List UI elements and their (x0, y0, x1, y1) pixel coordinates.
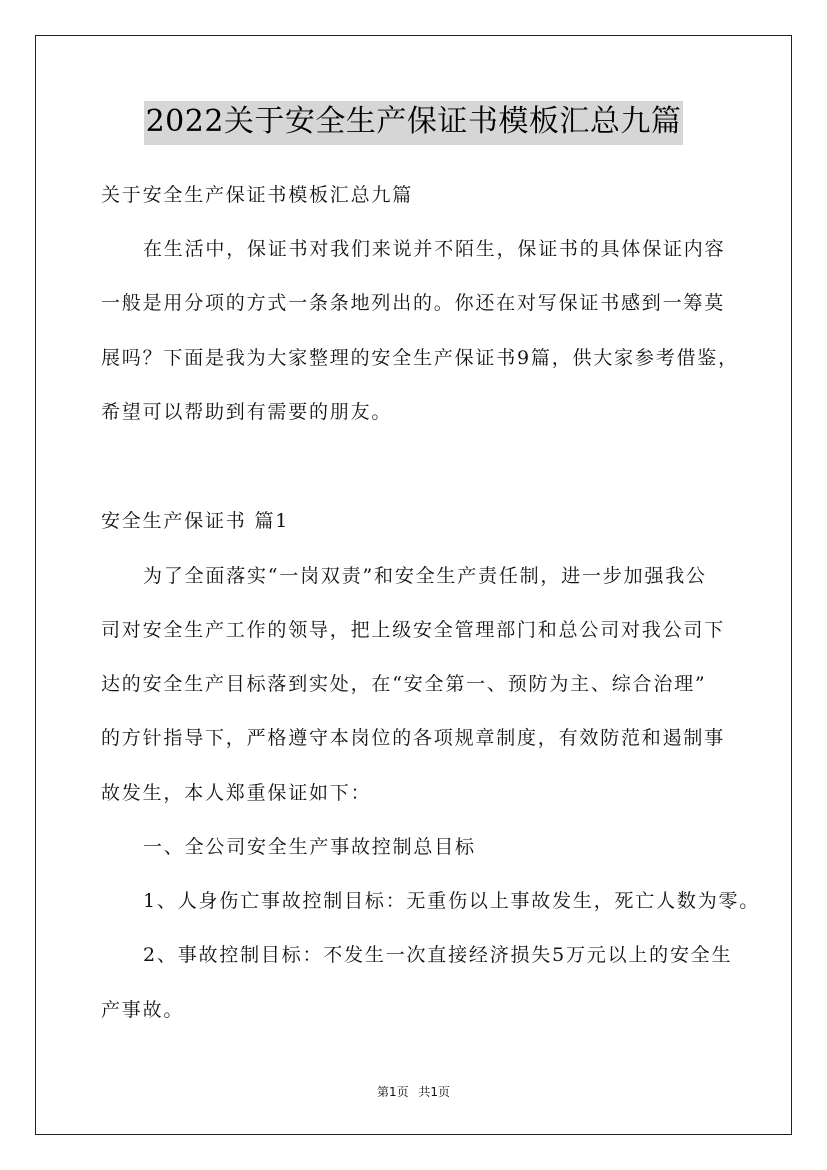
body-line: 2、事故控制目标：不发生一次直接经济损失5万元以上的安全生 (143, 944, 733, 966)
intro-line: 展吗？下面是我为大家整理的安全生产保证书9篇，供大家参考借鉴， (101, 347, 739, 369)
body-line: 司对安全生产工作的领导，把上级安全管理部门和总公司对我公司下 (101, 619, 726, 641)
body-line: 产事故。 (101, 999, 185, 1021)
document-title: 2022关于安全生产保证书模板汇总九篇 (144, 101, 684, 145)
body-line: 故发生，本人郑重保证如下： (101, 782, 372, 804)
intro-line: 一般是用分项的方式一条条地列出的。你还在对写保证书感到一筹莫 (101, 292, 726, 314)
title-container (0, 101, 827, 145)
body-line: 的方针指导下，严格遵守本岗位的各项规章制度，有效防范和遏制事 (101, 727, 726, 749)
page-number: 第1页 (376, 1085, 409, 1099)
body-line: 1、人身伤亡事故控制目标：无重伤以上事故发生，死亡人数为零。 (143, 890, 761, 912)
intro-line: 希望可以帮助到有需要的朋友。 (101, 401, 393, 423)
page-footer (0, 1084, 827, 1100)
intro-line: 在生活中，保证书对我们来说并不陌生，保证书的具体保证内容 (143, 238, 726, 260)
total-pages: 共1页 (418, 1085, 451, 1099)
document-subtitle: 关于安全生产保证书模板汇总九篇 (101, 184, 414, 206)
body-line: 达的安全生产目标落到实处，在“安全第一、预防为主、综合治理” (101, 673, 707, 695)
section-heading: 安全生产保证书 篇1 (101, 510, 290, 532)
body-line: 为了全面落实“一岗双责”和安全生产责任制，进一步加强我公 (143, 565, 707, 587)
body-line: 一、全公司安全生产事故控制总目标 (143, 836, 476, 858)
